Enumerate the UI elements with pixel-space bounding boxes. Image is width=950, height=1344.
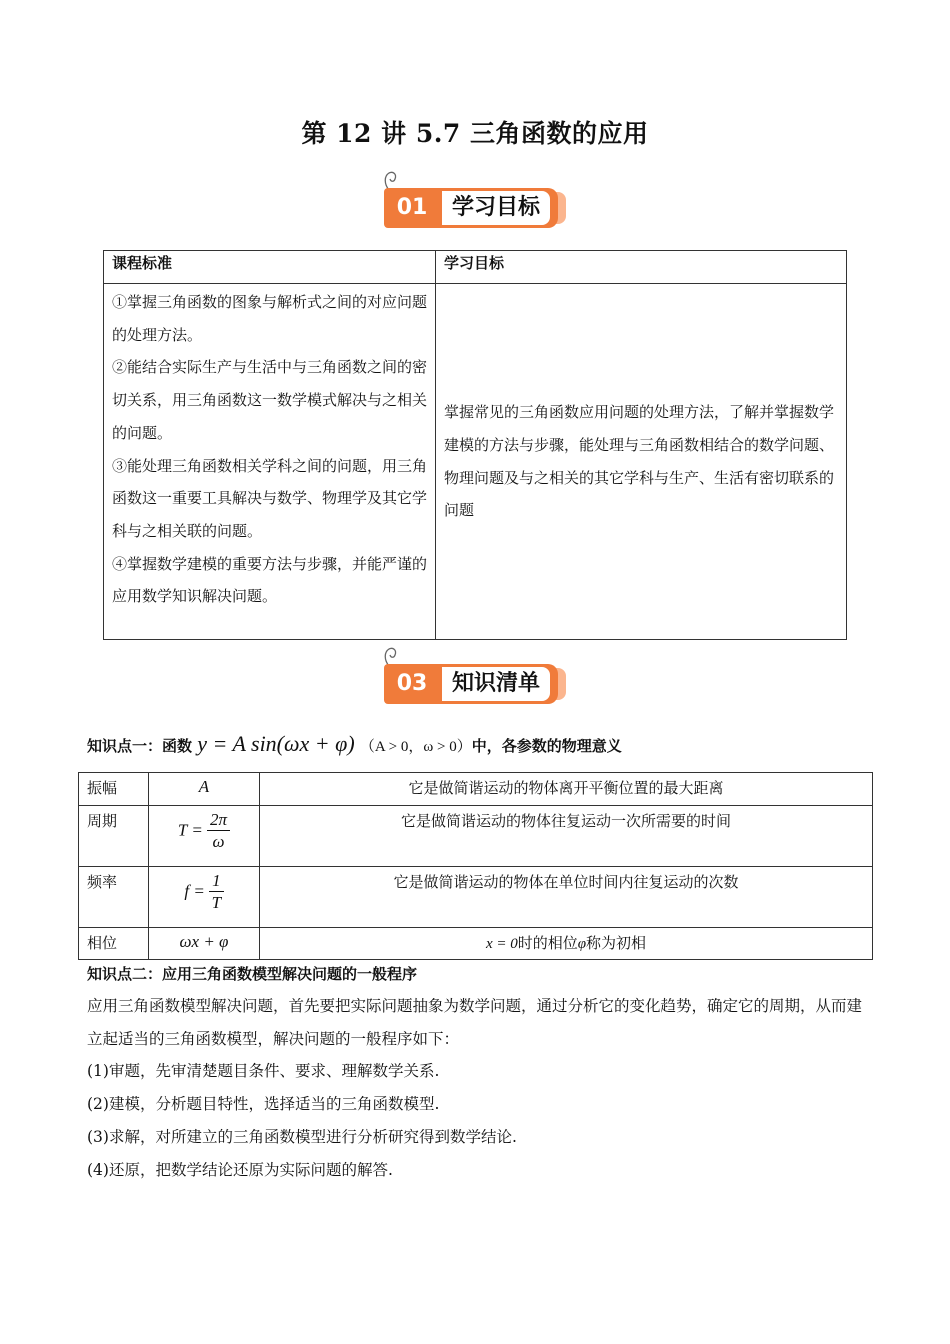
section-number: 03	[384, 664, 440, 704]
knowledge-point-2-heading: 知识点二：应用三角函数模型解决问题的一般程序	[87, 965, 418, 983]
param-formula: ωx + φ	[149, 928, 260, 960]
parameters-table	[78, 772, 873, 960]
kp2-step: (2)建模，分析题目特性，选择适当的三角函数模型.	[87, 1095, 440, 1113]
param-name: 频率	[79, 867, 149, 928]
header-standard: 课程标准	[104, 251, 436, 284]
kp2-intro: 应用三角函数模型解决问题，首先要把实际问题抽象为数学问题，通过分析它的变化趋势，确定它的周期，从而建立起适当的三角函数模型，解决问题的一般程序如下：	[87, 997, 863, 1048]
section-label: 知识清单	[442, 667, 550, 701]
goals-table	[103, 250, 847, 640]
param-desc: x = 0时的相位φ称为初相	[260, 928, 873, 960]
param-formula: T = $\frac{2\pi}{\omega}$	[149, 806, 260, 867]
kp2-step: (4)还原，把数学结论还原为实际问题的解答.	[87, 1161, 393, 1179]
standard-item: ①掌握三角函数的图象与解析式之间的对应问题的处理方法。	[112, 293, 428, 344]
section-number: 01	[384, 188, 440, 228]
kp2-step: (1)审题，先审清楚题目条件、要求、理解数学关系.	[87, 1062, 440, 1080]
section-label: 学习目标	[442, 191, 550, 225]
standard-item: ③能处理三角函数相关学科之间的问题，用三角函数这一重要工具解决与数学、物理学及其它学科与之相关联的问题。	[112, 456, 428, 540]
objective-cell: 掌握常见的三角函数应用问题的处理方法，了解并掌握数学建模的方法与步骤，能处理与三角函数相结合的数学问题、物理问题及与之相关的其它学科与生产、生活有密切联系的问题	[436, 284, 847, 640]
section-badge-knowledge	[384, 660, 566, 708]
standard-item: ②能结合实际生产与生活中与三角函数之间的密切关系，用三角函数这一数学模式解决与之相关的问题。	[112, 358, 428, 442]
param-name: 相位	[79, 928, 149, 960]
condition: （A > 0，ω > 0）	[359, 739, 472, 755]
param-name: 周期	[79, 806, 149, 867]
param-desc: 它是做简谐运动的物体离开平衡位置的最大距离	[260, 773, 873, 806]
header-objective: 学习目标	[436, 251, 847, 284]
param-formula: A	[149, 773, 260, 806]
formula: y = A sin(ωx + φ)	[197, 731, 355, 756]
knowledge-point-1-heading: 知识点一：函数 y = A sin(ωx + φ) （A > 0，ω > 0）中，各参数的物理意义	[87, 731, 622, 756]
param-desc: 它是做简谐运动的物体往复运动一次所需要的时间	[260, 806, 873, 867]
param-formula: f = $\frac{1}{T}$	[149, 867, 260, 928]
param-desc: 它是做简谐运动的物体在单位时间内往复运动的次数	[260, 867, 873, 928]
standards-cell	[104, 284, 436, 640]
standard-item: ④掌握数学建模的重要方法与步骤，并能严谨的应用数学知识解决问题。	[112, 554, 428, 606]
kp2-step: (3)求解，对所建立的三角函数模型进行分析研究得到数学结论.	[87, 1128, 517, 1146]
section-badge-goals	[384, 184, 566, 232]
param-name: 振幅	[79, 773, 149, 806]
page-title: 第 12 讲 5.7 三角函数的应用	[301, 119, 649, 148]
